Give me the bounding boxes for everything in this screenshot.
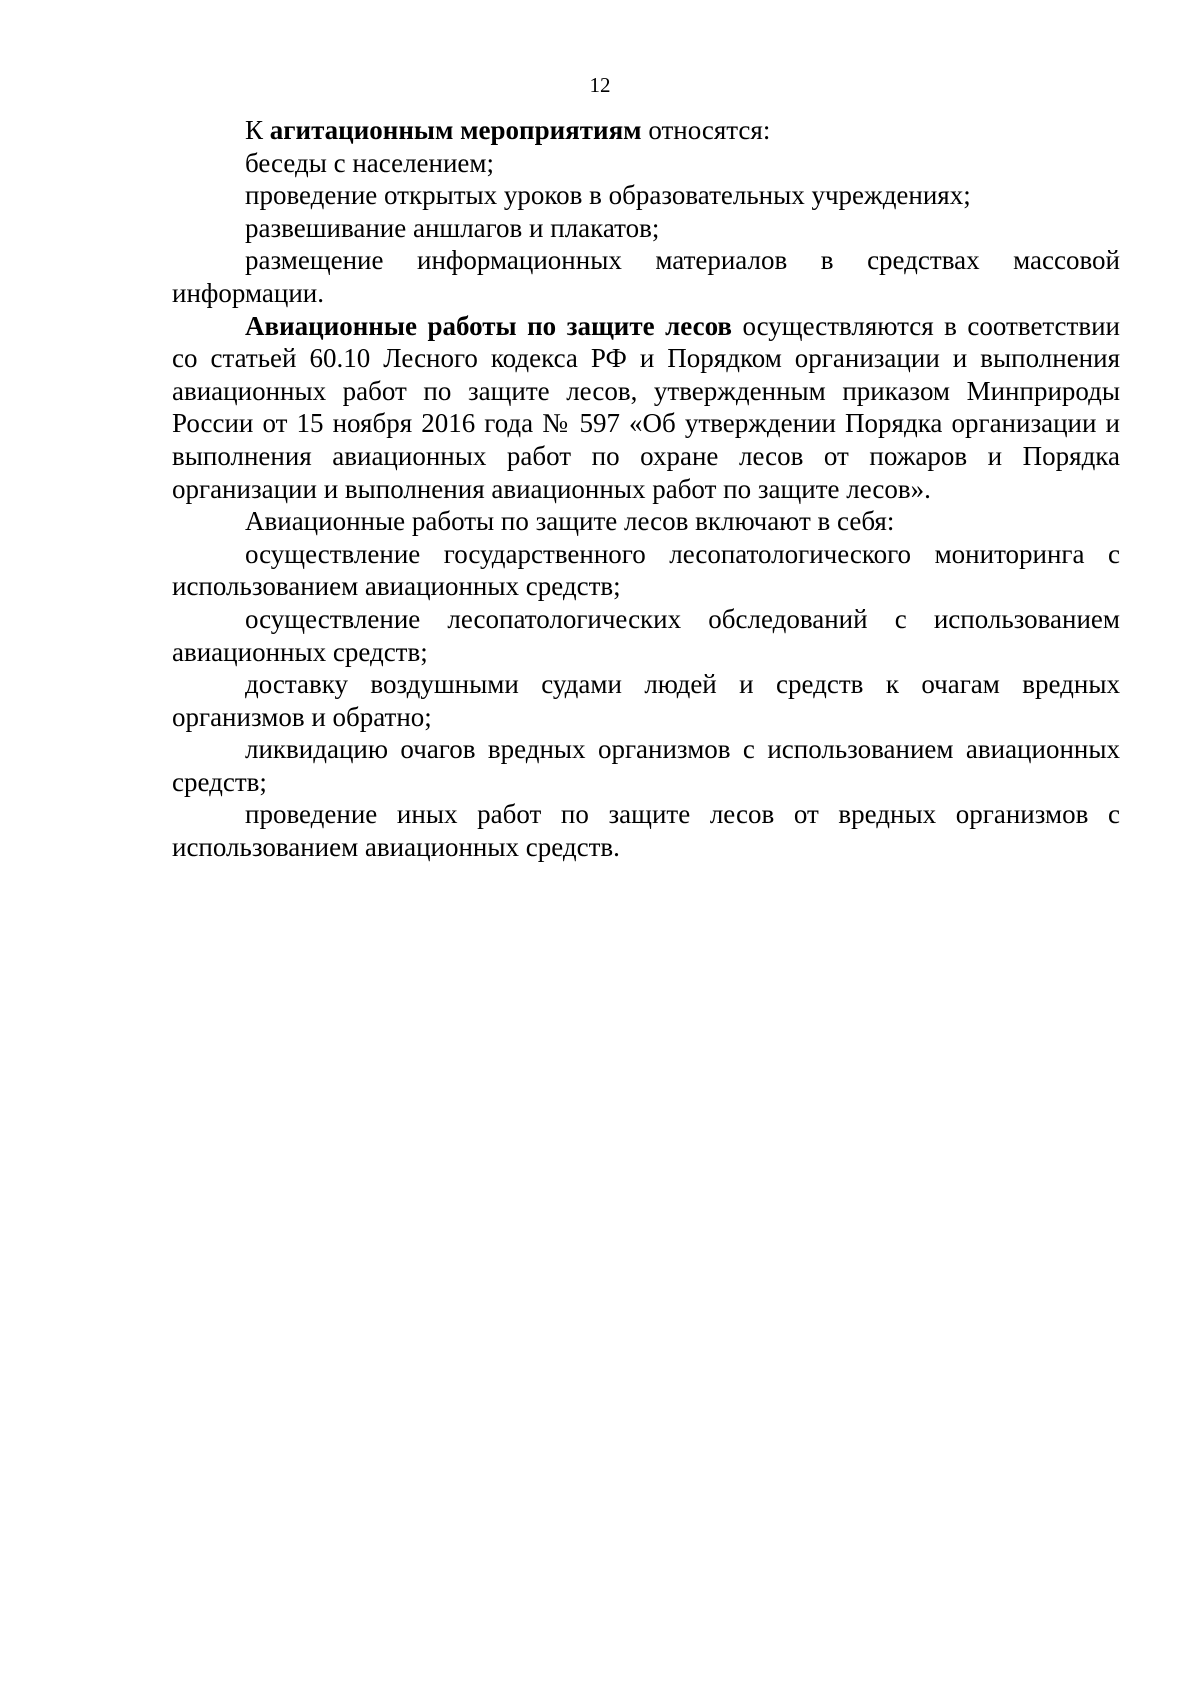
bold-term: Авиационные работы по защите лесов bbox=[245, 310, 732, 341]
list-item-aviation: осуществление государственного лесопатологического мониторинга с использованием авиационных средств; bbox=[172, 538, 1120, 602]
list-item-aviation: осуществление лесопатологических обследований с использованием авиационных средств; bbox=[172, 603, 1120, 667]
list-item-agitation: развешивание аншлагов и плакатов; bbox=[245, 212, 660, 243]
list-item-agitation: проведение открытых уроков в образовательных учреждениях; bbox=[245, 180, 971, 211]
list-item-agitation: беседы с населением; bbox=[245, 147, 494, 178]
list-item-aviation: ликвидацию очагов вредных организмов с использованием авиационных средств; bbox=[172, 734, 1120, 797]
list-item-agitation: размещение информационных материалов в средствах массовой информации. bbox=[172, 245, 1120, 308]
list-item-aviation: доставку воздушными судами людей и средств к очагам вредных организмов и обратно; bbox=[172, 669, 1120, 732]
paragraph-aviation-works bbox=[172, 310, 1120, 506]
page-number: 12 bbox=[589, 73, 611, 97]
text-run: осуществляются в соответствии со статьей 60.10 Лесного кодекса РФ и Порядком организации и выполнения авиационных работ по защите лесов, утвержденным приказом Минприроды России от 15 ноября 2016 года № 597 «Об утверждении Порядка организации и выполнения авиационных работ по охране лесов от пожаров и Порядка организации и выполнения авиационных работ по защите лесов». bbox=[172, 310, 1120, 504]
text-run: К bbox=[245, 115, 270, 145]
text-run: относятся: bbox=[641, 115, 771, 145]
list-item-aviation: проведение иных работ по защите лесов от вредных организмов с использованием авиационных средств. bbox=[172, 799, 1120, 863]
paragraph-agitation-intro bbox=[172, 114, 1120, 147]
document-body bbox=[172, 114, 1120, 864]
paragraph-aviation-includes: Авиационные работы по защите лесов включают в себя: bbox=[245, 506, 895, 537]
bold-term: агитационным мероприятиям bbox=[269, 115, 642, 145]
